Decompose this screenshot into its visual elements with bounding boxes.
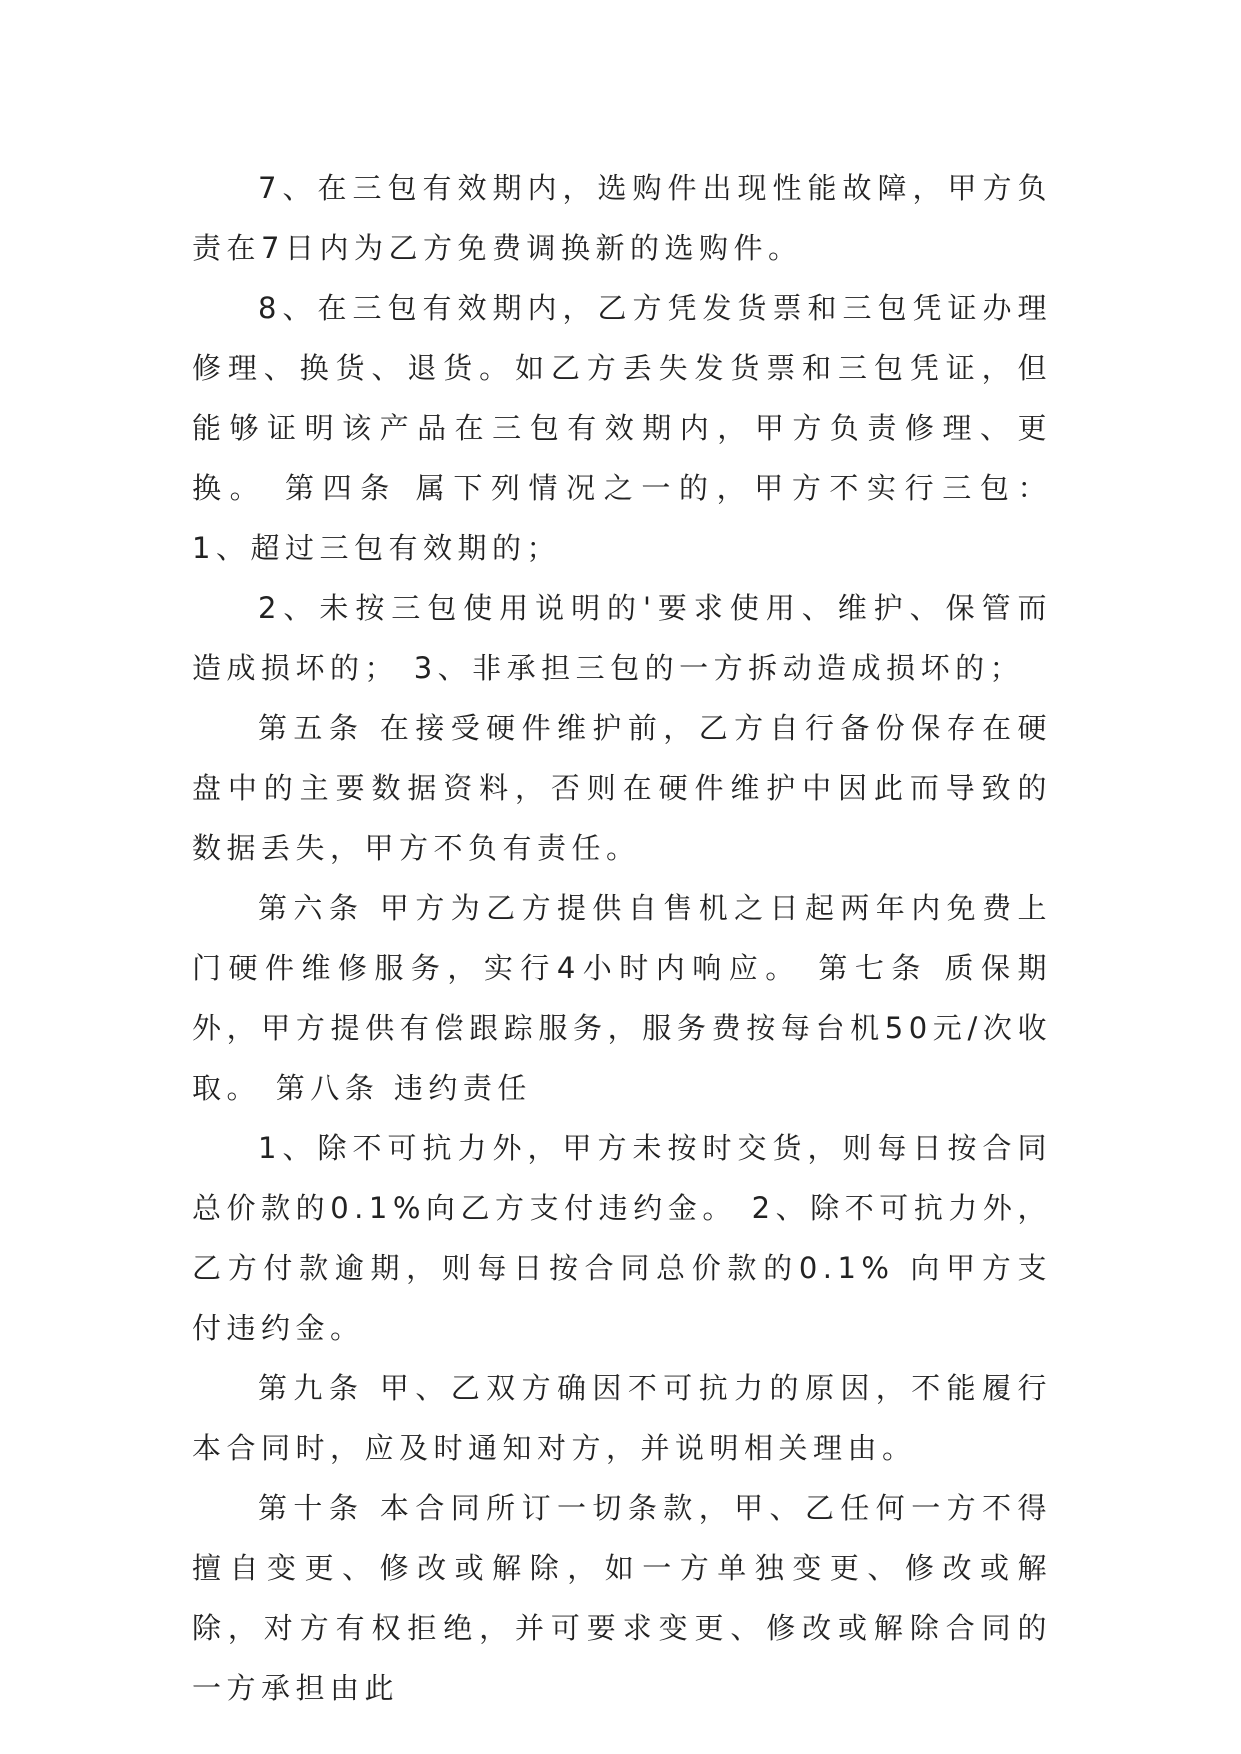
paragraph-clause-6-7-8: 第六条 甲方为乙方提供自售机之日起两年内免费上门硬件维修服务，实行4小时内响应。 第七条 质保期外，甲方提供有偿跟踪服务，服务费按每台机50元/次收取。 第八条 违约责任 (192, 891, 1052, 1105)
paragraph-clause-5: 第五条 在接受硬件维护前，乙方自行备份保存在硬盘中的主要数据资料，否则在硬件维护中因此而导致的数据丢失，甲方不负有责任。 (192, 711, 1052, 865)
paragraph-clause-3-7: 7、在三包有效期内，选购件出现性能故障，甲方负责在7日内为乙方免费调换新的选购件。 (192, 171, 1052, 265)
paragraph-clause-8-items: 1、除不可抗力外，甲方未按时交货，则每日按合同总价款的0.1%向乙方支付违约金。 2、除不可抗力外，乙方付款逾期，则每日按合同总价款的0.1% 向甲方支付违约金。 (192, 1131, 1052, 1345)
document-body (192, 158, 1052, 1718)
paragraph-clause-10: 第十条 本合同所订一切条款，甲、乙任何一方不得擅自变更、修改或解除，如一方单独变更、修改或解除，对方有权拒绝，并可要求变更、修改或解除合同的一方承担由此 (192, 1491, 1052, 1705)
paragraph-clause-3-8-and-4: 8、在三包有效期内，乙方凭发货票和三包凭证办理修理、换货、退货。如乙方丢失发货票和三包凭证，但能够证明该产品在三包有效期内，甲方负责修理、更换。 第四条 属下列情况之一的，甲方不实行三包： 1、超过三包有效期的； (192, 291, 1052, 565)
paragraph-clause-9: 第九条 甲、乙双方确因不可抗力的原因，不能履行本合同时，应及时通知对方，并说明相关理由。 (192, 1371, 1052, 1465)
paragraph-clause-4-items: 2、未按三包使用说明的'要求使用、维护、保管而造成损坏的； 3、非承担三包的一方拆动造成损坏的； (192, 591, 1052, 685)
